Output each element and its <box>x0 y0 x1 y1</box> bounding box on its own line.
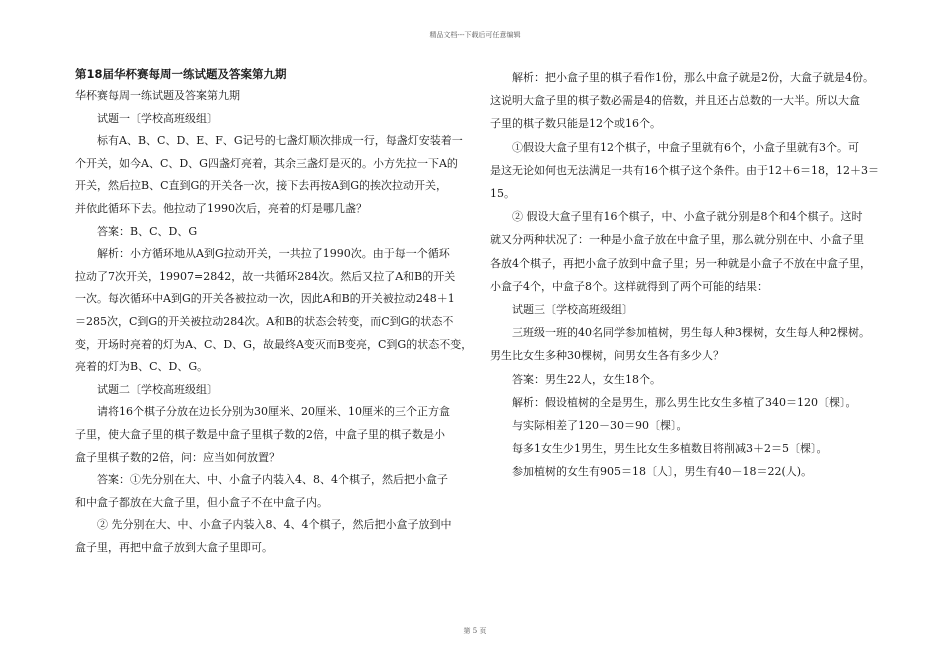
text-line: 是这无论如何也无法满足一共有16个棋子这个条件。由于12＋6＝18，12＋3＝ <box>490 163 879 177</box>
text-line: 个开关，如今A、C、D、G四盏灯亮着，其余三盏灯是灭的。小方先拉一下A的 <box>75 156 458 170</box>
text-line: 解析：把小盒子里的棋子看作1份，那么中盒子就是2份，大盒子就是4份。 <box>512 71 874 84</box>
text-line: 解析：假设植树的全是男生，那么男生比女生多植了340＝120〔棵〕。 <box>512 395 857 409</box>
text-line: 盒子里，再把中盒子放到大盒子里即可。 <box>75 540 273 554</box>
text-line: 三班级一班的40名同学参加植树，男生每人种3棵树，女生每人种2棵树。 <box>512 326 870 340</box>
text-line: 亮着的灯为B、C、D、G。 <box>75 360 209 374</box>
text-line: 子里，使大盒子里的棋子数是中盒子里棋子数的2倍，中盒子里的棋子数是小 <box>75 427 445 441</box>
text-line: 盒子里棋子数的2倍，问：应当如何放置？ <box>75 450 280 464</box>
right-column <box>490 66 890 484</box>
text-line: 开关，然后拉B、C直到G的开关各一次，接下去再按A到G的挨次拉动开关， <box>75 179 448 193</box>
right-column-body <box>490 66 890 484</box>
left-column <box>75 63 473 559</box>
text-line: ② 先分别在大、中、小盒子内装入8、4、4个棋子，然后把小盒子放到中 <box>97 518 452 532</box>
text-line: 试题二〔学校高班级组〕 <box>97 382 218 396</box>
text-line: 参加植树的女生有905＝18〔人〕，男生有40－18＝22(人)。 <box>512 465 813 479</box>
text-line: 子里的棋子数只能是12个或16个。 <box>490 117 661 131</box>
text-line: 15。 <box>490 187 515 201</box>
text-line: 试题三〔学校高班级组〕 <box>512 303 633 317</box>
text-line: 变，开场时亮着的灯为A、C、D、G，故最终A变灭而B变亮，C到G的状态不变， <box>75 337 473 351</box>
text-line: 拉动了7次开关，19907=2842，故一共循环284次。然后又拉了A和B的开关 <box>75 269 456 283</box>
text-line: ①假设大盒子里有12个棋子，中盒子里就有6个，小盒子里就有3个。可 <box>512 140 859 154</box>
text-line: 答案：①先分别在大、中、小盒子内装入4、8、4个棋子，然后把小盒子 <box>97 473 448 487</box>
text-line: 标有A、B、C、D、E、F、G记号的七盏灯顺次排成一行，每盏灯安装着一 <box>97 134 463 148</box>
text-line: 就又分两种状况了：一种是小盒子放在中盒子里，那么就分别在中、小盒子里 <box>490 233 864 247</box>
text-line: 一次。每次循环中A到G的开关各被拉动一次，因此A和B的开关被拉动248＋1 <box>75 292 455 306</box>
text-line: 男生比女生多种30棵树，问男女生各有多少人？ <box>490 349 724 363</box>
page-header-note: 精品文档---下载后可任意编辑 <box>429 31 521 39</box>
text-line: 并依此循环下去。他拉动了1990次后，亮着的灯是哪几盏？ <box>75 201 367 215</box>
text-line: 试题一〔学校高班级组〕 <box>97 111 218 125</box>
text-line: 每多1女生少1男生，男生比女生多植数目将削减3＋2＝5〔棵〕。 <box>512 442 828 456</box>
text-line: 各放4个棋子，再把小盒子放到中盒子里；另一种就是小盒子不放在中盒子里， <box>490 256 871 270</box>
page-number: 第 5 页 <box>463 627 487 635</box>
text-line: 小盒子4个，中盒子8个。这样就得到了两个可能的结果： <box>490 279 768 293</box>
text-line: ＝285次，C到G的开关被拉动284次。A和B的状态会转变，而C到G的状态不 <box>75 314 454 328</box>
text-line: 请将16个棋子分放在边长分别为30厘米、20厘米、10厘米的三个正方盒 <box>97 405 450 419</box>
left-column-body <box>75 85 473 559</box>
document-title: 第18届华杯赛每周一练试题及答案第九期 <box>75 67 287 81</box>
text-line: 解析：小方循环地从A到G拉动开关，一共拉了1990次。由于每一个循环 <box>97 247 450 261</box>
text-line: ② 假设大盒子里有16个棋子，中、小盒子就分别是8个和4个棋子。这时 <box>512 210 863 224</box>
text-line: 华杯赛每周一练试题及答案第九期 <box>75 89 240 102</box>
text-line: 和中盒子都放在大盒子里，但小盒子不在中盒子内。 <box>75 495 328 509</box>
text-line: 这说明大盒子里的棋子数必需是4的倍数，并且还占总数的一大半。所以大盒 <box>490 94 860 108</box>
text-line: 答案：B、C、D、G <box>97 224 198 238</box>
text-line: 与实际相差了120－30＝90〔棵〕。 <box>512 419 688 433</box>
text-line: 答案：男生22人，女生18个。 <box>512 372 661 386</box>
